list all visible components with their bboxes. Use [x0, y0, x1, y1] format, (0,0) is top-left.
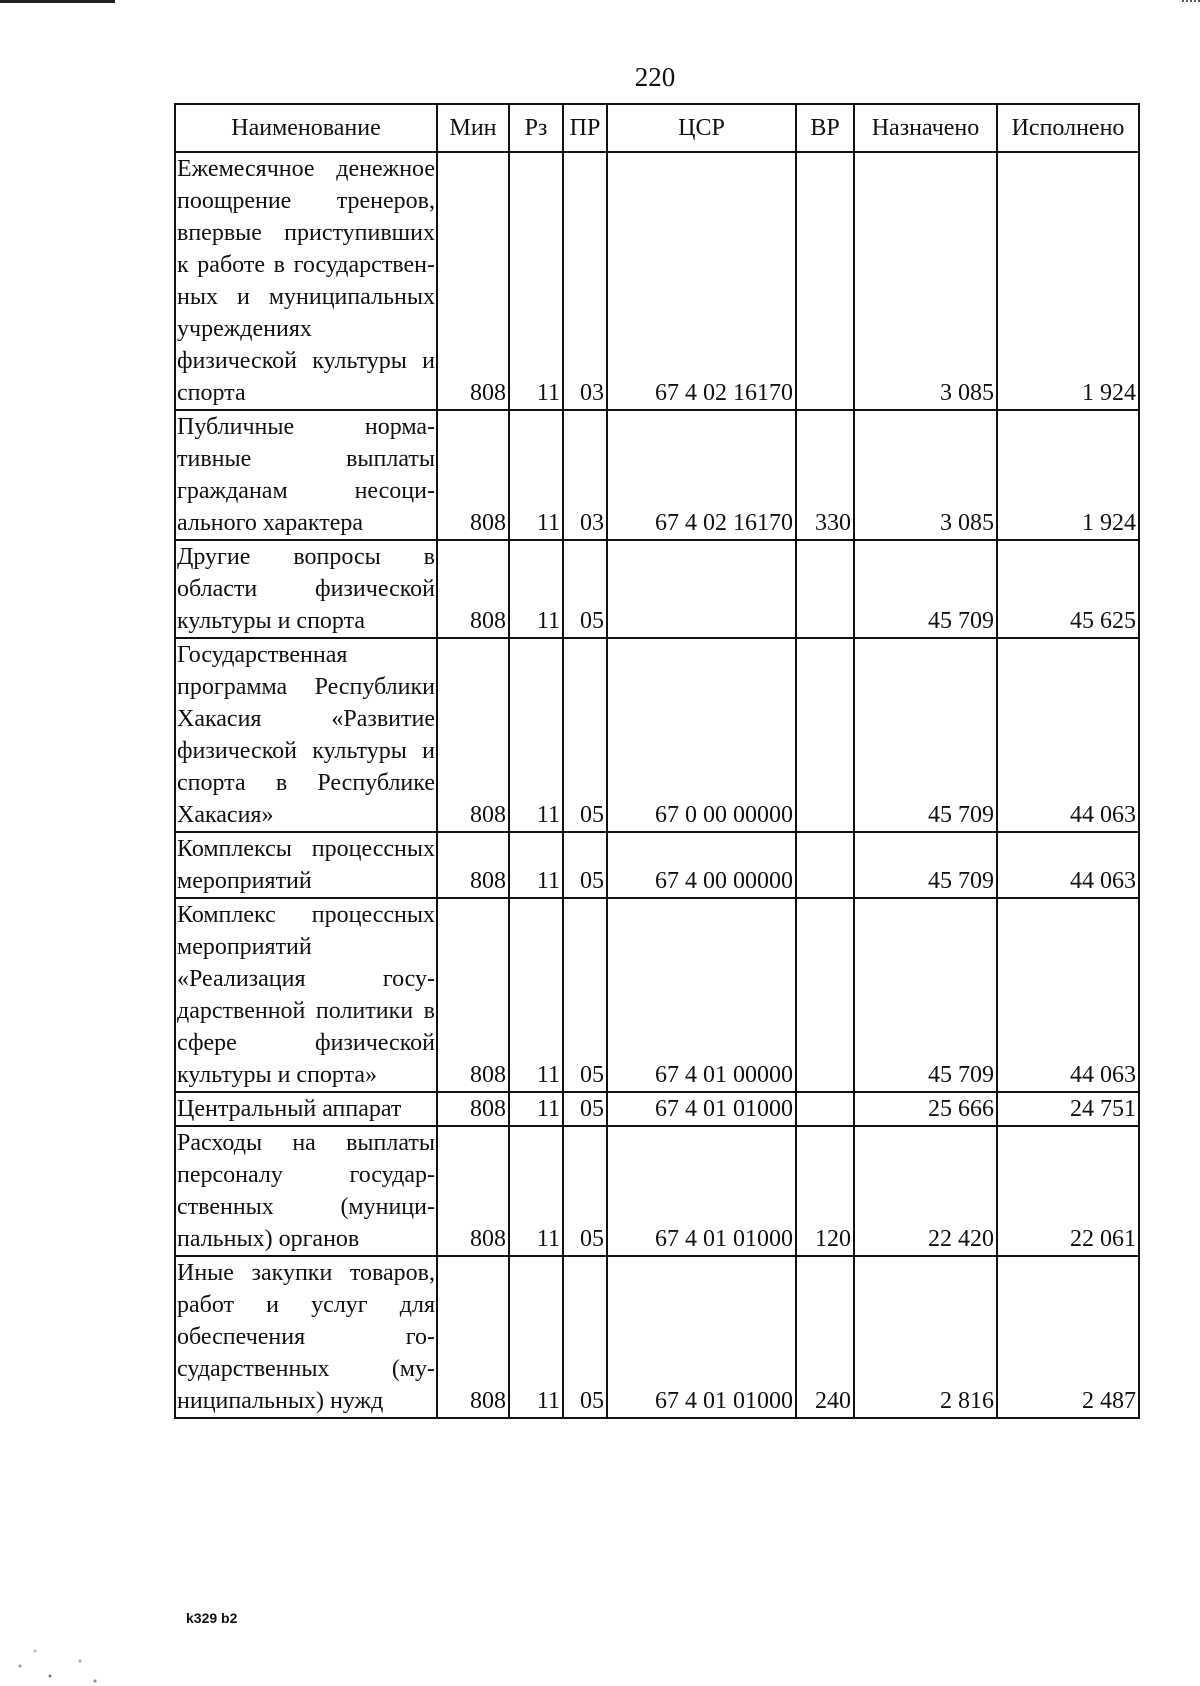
- row-name: Комплекс процессных мероприятий «Реализация государственной политики в сфере физической культуры и спорта»: [175, 898, 437, 1092]
- row-vr: 240: [796, 1256, 854, 1418]
- row-executed: 1 924: [997, 410, 1139, 540]
- row-rz: 11: [509, 410, 563, 540]
- row-rz: 11: [509, 832, 563, 898]
- row-pr: 03: [563, 152, 607, 410]
- row-assigned: 3 085: [854, 152, 997, 410]
- row-pr: 05: [563, 832, 607, 898]
- row-vr: 120: [796, 1126, 854, 1256]
- row-min: 808: [437, 1126, 509, 1256]
- header-executed: Исполнено: [997, 104, 1139, 152]
- row-vr: [796, 540, 854, 638]
- row-vr: 330: [796, 410, 854, 540]
- header-assigned: Назначено: [854, 104, 997, 152]
- table-row: [175, 832, 1139, 898]
- row-min: 808: [437, 1256, 509, 1418]
- row-pr: 05: [563, 898, 607, 1092]
- row-min: 808: [437, 410, 509, 540]
- scan-noise: [0, 1636, 110, 1686]
- row-csr: 67 4 02 16170: [607, 410, 796, 540]
- row-min: 808: [437, 540, 509, 638]
- row-min: 808: [437, 638, 509, 832]
- table-row: [175, 152, 1139, 410]
- header-pr: ПР: [563, 104, 607, 152]
- row-vr: [796, 638, 854, 832]
- row-executed: 44 063: [997, 832, 1139, 898]
- row-name: Ежемесячное денежное поощрение тренеров, впервые приступивших к работе в государственных и муниципальных учреждениях физической культуры и спорта: [175, 152, 437, 410]
- row-csr: 67 4 00 00000: [607, 832, 796, 898]
- header-min: Мин: [437, 104, 509, 152]
- row-executed: 1 924: [997, 152, 1139, 410]
- row-assigned: 45 709: [854, 898, 997, 1092]
- table-row: [175, 1126, 1139, 1256]
- row-vr: [796, 1092, 854, 1126]
- row-csr: [607, 540, 796, 638]
- row-pr: 03: [563, 410, 607, 540]
- row-name: Иные закупки товаров, работ и услуг для обеспечения государственных (муниципальных) нужд: [175, 1256, 437, 1418]
- row-pr: 05: [563, 1092, 607, 1126]
- row-rz: 11: [509, 152, 563, 410]
- row-min: 808: [437, 898, 509, 1092]
- row-rz: 11: [509, 898, 563, 1092]
- row-executed: 24 751: [997, 1092, 1139, 1126]
- row-csr: 67 4 01 01000: [607, 1092, 796, 1126]
- row-pr: 05: [563, 1256, 607, 1418]
- page-number: 220: [634, 62, 676, 92]
- row-name: Государственная программа Республики Хакасия «Развитие физической культуры и спорта в Республике Хакасия»: [175, 638, 437, 832]
- row-min: 808: [437, 1092, 509, 1126]
- row-assigned: 22 420: [854, 1126, 997, 1256]
- row-name: Публичные нормативные выплаты гражданам несоциального характера: [175, 410, 437, 540]
- row-rz: 11: [509, 1126, 563, 1256]
- footer-code: k329 b2: [186, 1610, 238, 1626]
- row-executed: 44 063: [997, 638, 1139, 832]
- row-executed: 44 063: [997, 898, 1139, 1092]
- row-min: 808: [437, 832, 509, 898]
- table-row: [175, 1092, 1139, 1126]
- row-name: Другие вопросы в области физической культуры и спорта: [175, 540, 437, 638]
- table-row: [175, 898, 1139, 1092]
- row-name: Центральный аппарат: [175, 1092, 437, 1126]
- row-rz: 11: [509, 1092, 563, 1126]
- scan-edge-mark: [0, 0, 115, 3]
- row-name: Расходы на выплаты персоналу государственных (муниципальных) органов: [175, 1126, 437, 1256]
- header-vr: ВР: [796, 104, 854, 152]
- row-vr: [796, 832, 854, 898]
- row-executed: 22 061: [997, 1126, 1139, 1256]
- row-executed: 2 487: [997, 1256, 1139, 1418]
- row-csr: 67 0 00 00000: [607, 638, 796, 832]
- row-csr: 67 4 02 16170: [607, 152, 796, 410]
- row-rz: 11: [509, 540, 563, 638]
- row-assigned: 45 709: [854, 832, 997, 898]
- row-rz: 11: [509, 638, 563, 832]
- header-name: Наименование: [175, 104, 437, 152]
- row-assigned: 25 666: [854, 1092, 997, 1126]
- row-vr: [796, 152, 854, 410]
- row-csr: 67 4 01 01000: [607, 1256, 796, 1418]
- table-row: [175, 1256, 1139, 1418]
- row-assigned: 3 085: [854, 410, 997, 540]
- table-row: [175, 540, 1139, 638]
- row-executed: 45 625: [997, 540, 1139, 638]
- row-rz: 11: [509, 1256, 563, 1418]
- row-assigned: 45 709: [854, 638, 997, 832]
- header-rz: Рз: [509, 104, 563, 152]
- budget-table: [174, 103, 1140, 1419]
- row-pr: 05: [563, 1126, 607, 1256]
- scan-edge-mark-right: [1182, 0, 1200, 12]
- row-vr: [796, 898, 854, 1092]
- table-row: [175, 410, 1139, 540]
- row-assigned: 45 709: [854, 540, 997, 638]
- row-csr: 67 4 01 00000: [607, 898, 796, 1092]
- row-min: 808: [437, 152, 509, 410]
- row-name: Комплексы процессных мероприятий: [175, 832, 437, 898]
- row-pr: 05: [563, 540, 607, 638]
- header-csr: ЦСР: [607, 104, 796, 152]
- table-header-row: [175, 104, 1139, 152]
- table-row: [175, 638, 1139, 832]
- row-pr: 05: [563, 638, 607, 832]
- row-assigned: 2 816: [854, 1256, 997, 1418]
- row-csr: 67 4 01 01000: [607, 1126, 796, 1256]
